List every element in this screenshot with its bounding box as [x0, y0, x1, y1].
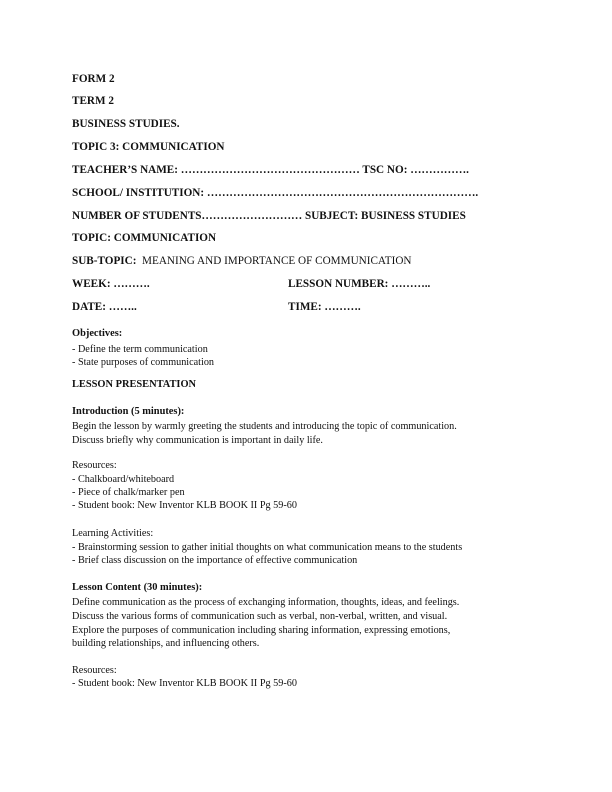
- topic-label: TOPIC: COMMUNICATION: [72, 232, 217, 244]
- resource-item: - Chalkboard/whiteboard: [72, 474, 175, 485]
- form-label: FORM 2: [72, 73, 115, 85]
- students-subject-field: NUMBER OF STUDENTS……………………… SUBJECT: BUSINESS STUDIES: [72, 210, 466, 222]
- teacher-name-field: TEACHER’S NAME: ………………………………………… TSC NO: …………….: [72, 164, 469, 176]
- subject-title: BUSINESS STUDIES.: [72, 118, 180, 130]
- objectives-title: Objectives:: [72, 328, 123, 339]
- date-field: DATE: ……..: [72, 301, 137, 313]
- lesson-content-line: Explore the purposes of communication including sharing information, expressing emotions,: [72, 625, 451, 636]
- lesson-content-line: building relationships, and influencing others.: [72, 638, 260, 649]
- objective-item: - State purposes of communication: [72, 357, 215, 368]
- objective-item: - Define the term communication: [72, 344, 208, 355]
- lesson-content-title: Lesson Content (30 minutes):: [72, 582, 203, 593]
- subtopic-line: [72, 254, 411, 268]
- term-label: TERM 2: [72, 95, 114, 107]
- resource-item: - Student book: New Inventor KLB BOOK II Pg 59-60: [72, 678, 297, 689]
- activity-item: - Brief class discussion on the importance of effective communication: [72, 555, 358, 566]
- subtopic-label: SUB-TOPIC:: [72, 255, 137, 267]
- introduction-line: Discuss briefly why communication is important in daily life.: [72, 435, 323, 446]
- resource-item: - Student book: New Inventor KLB BOOK II Pg 59-60: [72, 500, 297, 511]
- time-field: TIME: ……….: [288, 301, 361, 313]
- resource-item: - Piece of chalk/marker pen: [72, 487, 185, 498]
- resources-title: Resources:: [72, 665, 117, 676]
- lesson-presentation-heading: LESSON PRESENTATION: [72, 379, 197, 390]
- week-field: WEEK: ……….: [72, 278, 150, 290]
- resources-title: Resources:: [72, 460, 117, 471]
- school-field: SCHOOL/ INSTITUTION: ……………………………………………………………….: [72, 187, 479, 199]
- activity-item: - Brainstorming session to gather initial thoughts on what communication means to the students: [72, 542, 463, 553]
- introduction-line: Begin the lesson by warmly greeting the students and introducing the topic of communication.: [72, 421, 457, 432]
- lesson-number-field: LESSON NUMBER: ………..: [288, 278, 431, 290]
- lesson-content-line: Define communication as the process of exchanging information, thoughts, ideas, and feelings.: [72, 597, 460, 608]
- lesson-content-line: Discuss the various forms of communication such as verbal, non-verbal, written, and visual.: [72, 611, 448, 622]
- introduction-title: Introduction (5 minutes):: [72, 406, 185, 417]
- topic-number: TOPIC 3: COMMUNICATION: [72, 141, 225, 153]
- subtopic-value: MEANING AND IMPORTANCE OF COMMUNICATION: [142, 255, 412, 267]
- activities-title: Learning Activities:: [72, 528, 154, 539]
